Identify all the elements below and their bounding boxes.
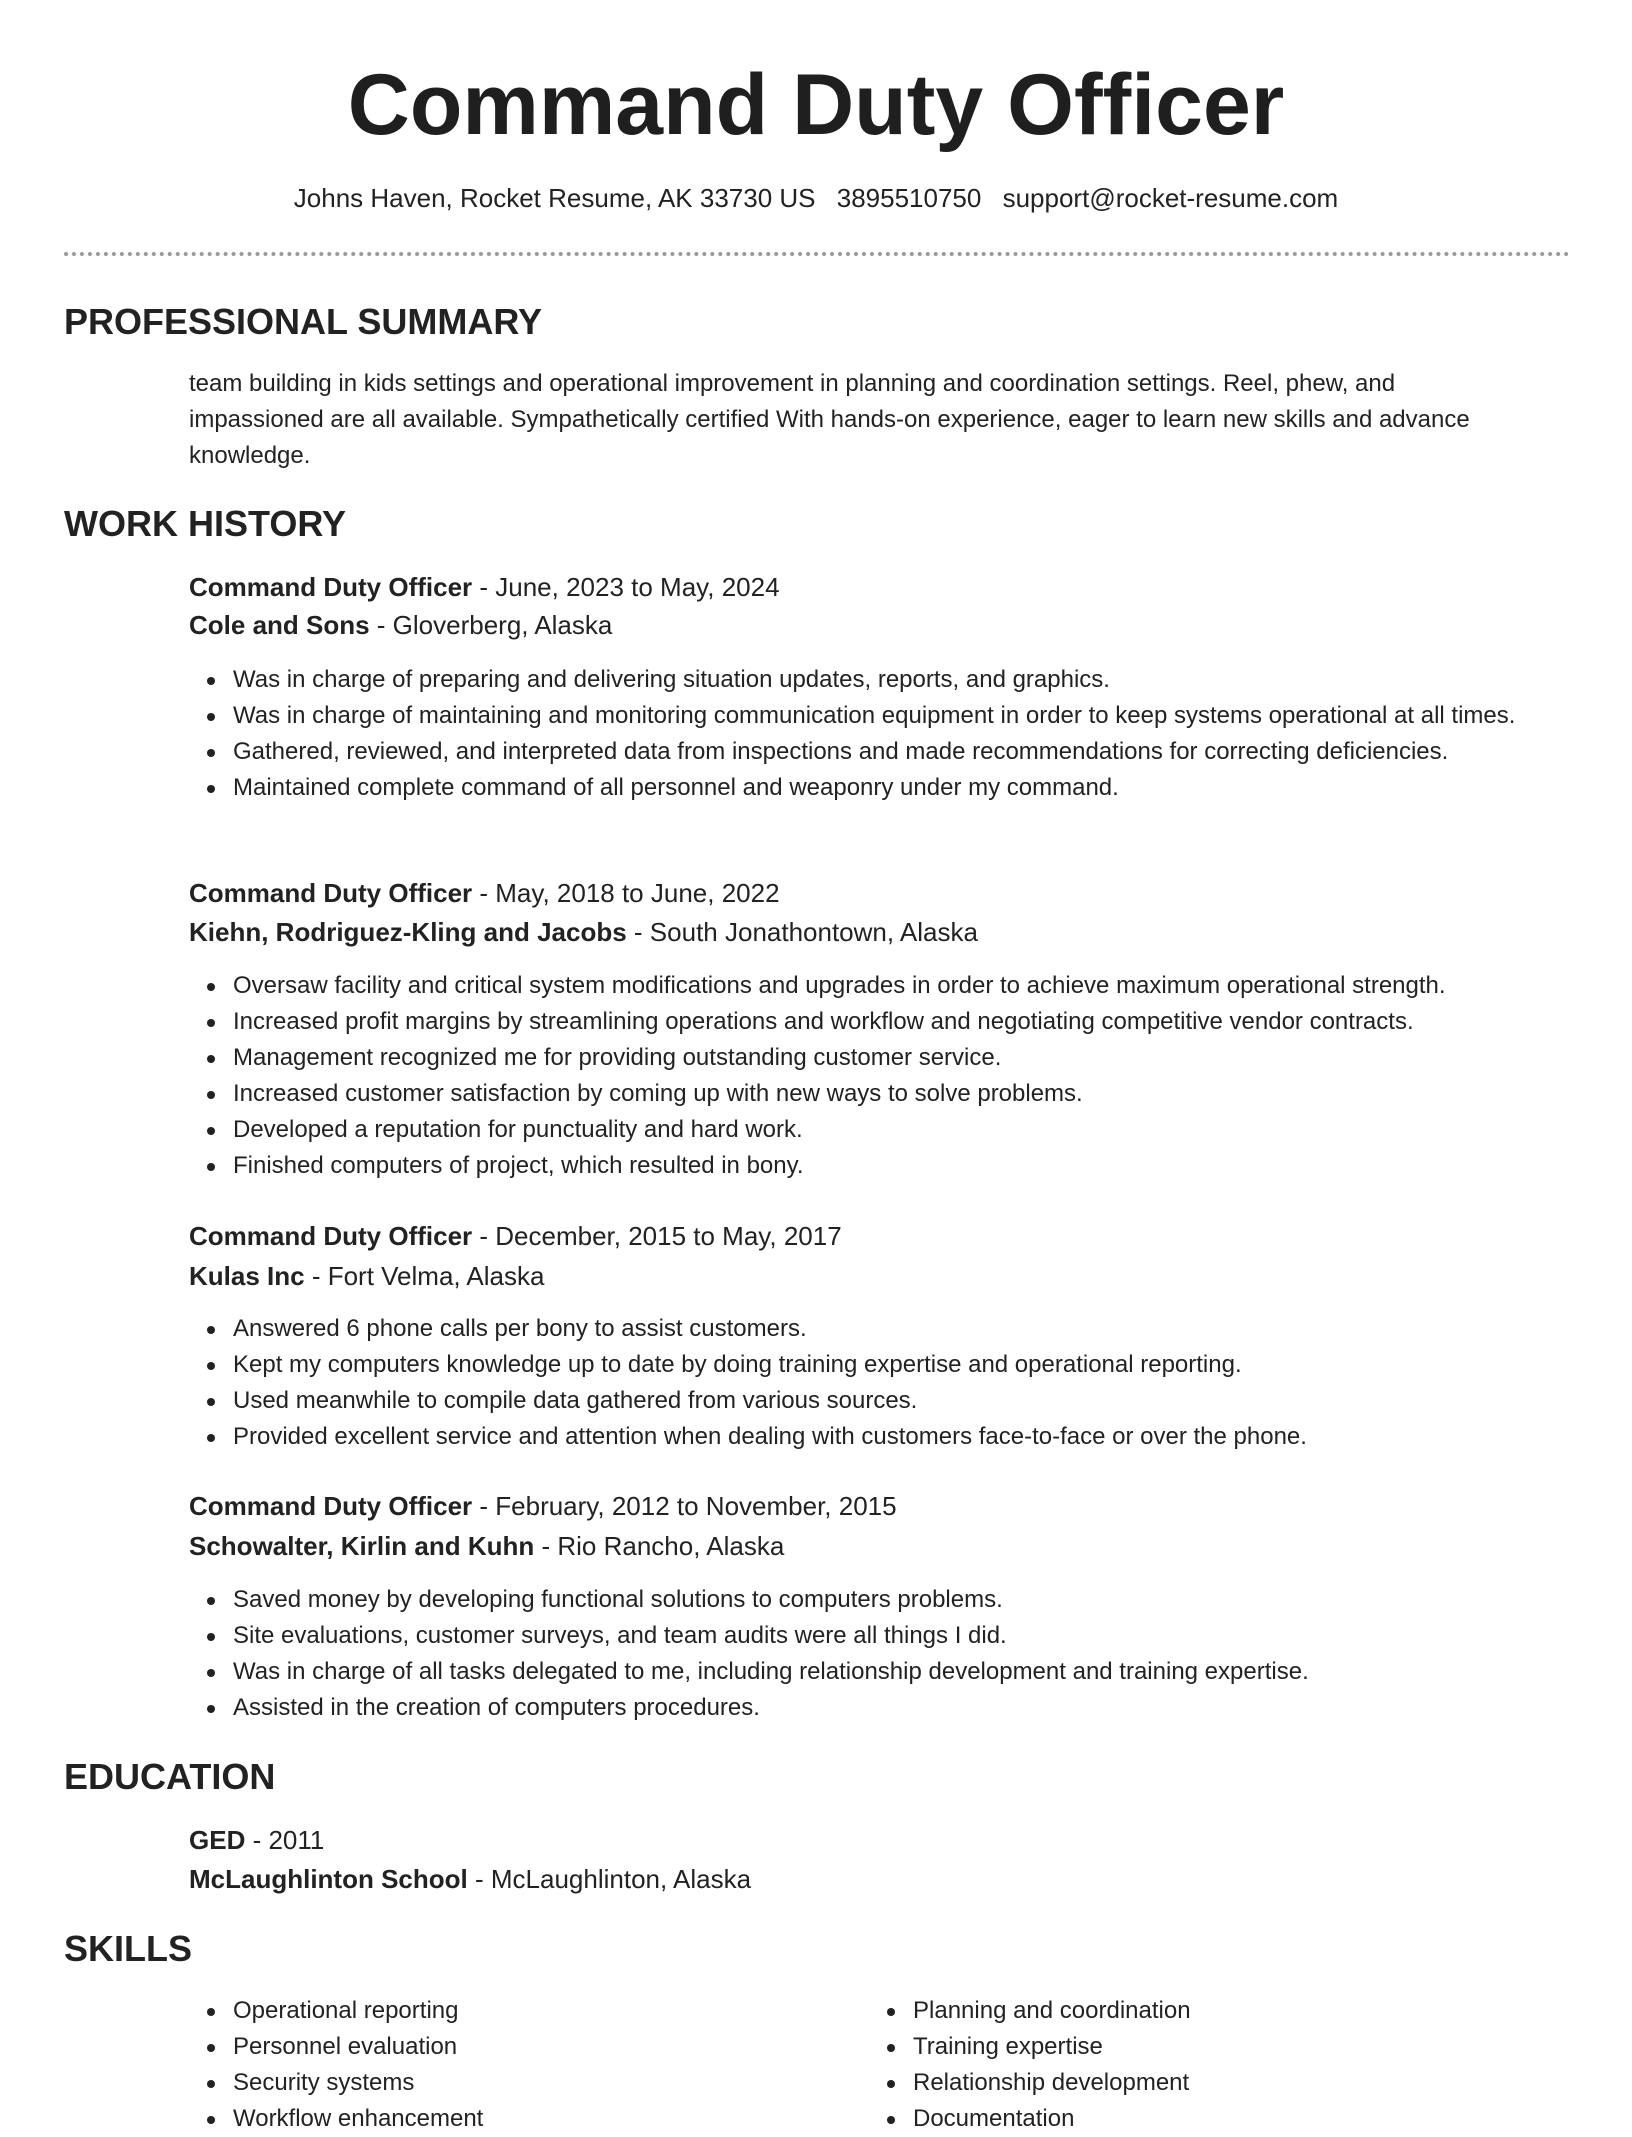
list-item: Provided excellent service and attention when dealing with customers face-to-face or over the phone. [233,1419,1573,1455]
education-degree-line [189,1822,1529,1858]
list-item: Oversaw facility and critical system modifications and upgrades in order to achieve maximum operational strength. [233,968,1573,1004]
list-item: Increased profit margins by streamlining operations and workflow and negotiating competitive vendor contracts. [233,1004,1573,1040]
job-role: Command Duty Officer [189,572,473,602]
job-dates: - December, 2015 to May, 2017 [472,1221,842,1251]
job-duties-list [189,968,1573,1184]
job-company: Schowalter, Kirlin and Kuhn [189,1531,535,1561]
job-title-line [189,875,1529,911]
education-location: - McLaughlinton, Alaska [467,1864,752,1894]
list-item: Site evaluations, customer surveys, and team audits were all things I did. [233,1618,1573,1654]
education-year: - 2011 [245,1825,325,1855]
skill-item: Documentation [913,2101,1533,2137]
job-location: - Fort Velma, Alaska [304,1261,545,1291]
job-company: Cole and Sons [189,610,370,640]
list-item: Used meanwhile to compile data gathered from various sources. [233,1383,1573,1419]
header-divider [64,252,1570,256]
job-duties-list [189,1311,1573,1455]
contact-email: support@rocket-resume.com [1002,183,1339,213]
job-location: - Gloverberg, Alaska [369,610,613,640]
list-item: Was in charge of preparing and delivering situation updates, reports, and graphics. [233,662,1573,698]
list-item: Kept my computers knowledge up to date by doing training expertise and operational reporting. [233,1347,1573,1383]
work-history-heading: WORK HISTORY [64,503,347,544]
job-title-line [189,569,1529,605]
skills-list-right [869,1993,1533,2137]
skill-item: Security systems [233,2065,853,2101]
skill-item: Relationship development [913,2065,1533,2101]
job-company-line [189,914,1529,950]
job-dates: - June, 2023 to May, 2024 [472,572,780,602]
job-role: Command Duty Officer [189,878,473,908]
job-role: Command Duty Officer [189,1221,473,1251]
job-title-line [189,1488,1529,1524]
job-title-line [189,1218,1529,1254]
job-company: Kiehn, Rodriguez-Kling and Jacobs [189,917,627,947]
job-duties-list [189,662,1573,806]
contact-phone: 3895510750 [836,183,982,213]
summary-heading: PROFESSIONAL SUMMARY [64,301,543,342]
job-duties-list [189,1582,1573,1726]
skills-list-left [189,1993,853,2137]
job-company-line [189,607,1529,643]
list-item: Management recognized me for providing outstanding customer service. [233,1040,1573,1076]
list-item: Increased customer satisfaction by coming up with new ways to solve problems. [233,1076,1573,1112]
list-item: Was in charge of maintaining and monitoring communication equipment in order to keep systems operational at all times. [233,698,1573,734]
list-item: Was in charge of all tasks delegated to me, including relationship development and training expertise. [233,1654,1573,1690]
job-company: Kulas Inc [189,1261,305,1291]
job-location: - Rio Rancho, Alaska [534,1531,785,1561]
contact-address: Johns Haven, Rocket Resume, AK 33730 US [293,183,816,213]
skill-item: Personnel evaluation [233,2029,853,2065]
job-dates: - February, 2012 to November, 2015 [472,1491,897,1521]
contact-line [0,180,1632,216]
education-heading: EDUCATION [64,1756,276,1797]
skill-item: Training expertise [913,2029,1533,2065]
skill-item: Planning and coordination [913,1993,1533,2029]
job-company-line [189,1258,1529,1294]
skill-item: Workflow enhancement [233,2101,853,2137]
skills-heading: SKILLS [64,1928,193,1969]
job-dates: - May, 2018 to June, 2022 [472,878,780,908]
job-role: Command Duty Officer [189,1491,473,1521]
job-company-line [189,1528,1529,1564]
list-item: Answered 6 phone calls per bony to assist customers. [233,1311,1573,1347]
summary-text: team building in kids settings and operational improvement in planning and coordination settings. Reel, phew, and impassioned are all available. Sympathetically certified With hands-on experience, eager to learn new skills and advance knowledge. [189,370,1470,469]
resume-name: Command Duty Officer [347,57,1285,153]
education-school: McLaughlinton School [189,1864,468,1894]
skill-item: Operational reporting [233,1993,853,2029]
list-item: Developed a reputation for punctuality and hard work. [233,1112,1573,1148]
list-item: Gathered, reviewed, and interpreted data from inspections and made recommendations for correcting deficiencies. [233,734,1573,770]
list-item: Finished computers of project, which resulted in bony. [233,1148,1573,1184]
list-item: Maintained complete command of all personnel and weaponry under my command. [233,770,1573,806]
job-location: - South Jonathontown, Alaska [626,917,978,947]
list-item: Saved money by developing functional solutions to computers problems. [233,1582,1573,1618]
education-school-line [189,1861,1529,1897]
list-item: Assisted in the creation of computers procedures. [233,1690,1573,1726]
education-degree: GED [189,1825,246,1855]
